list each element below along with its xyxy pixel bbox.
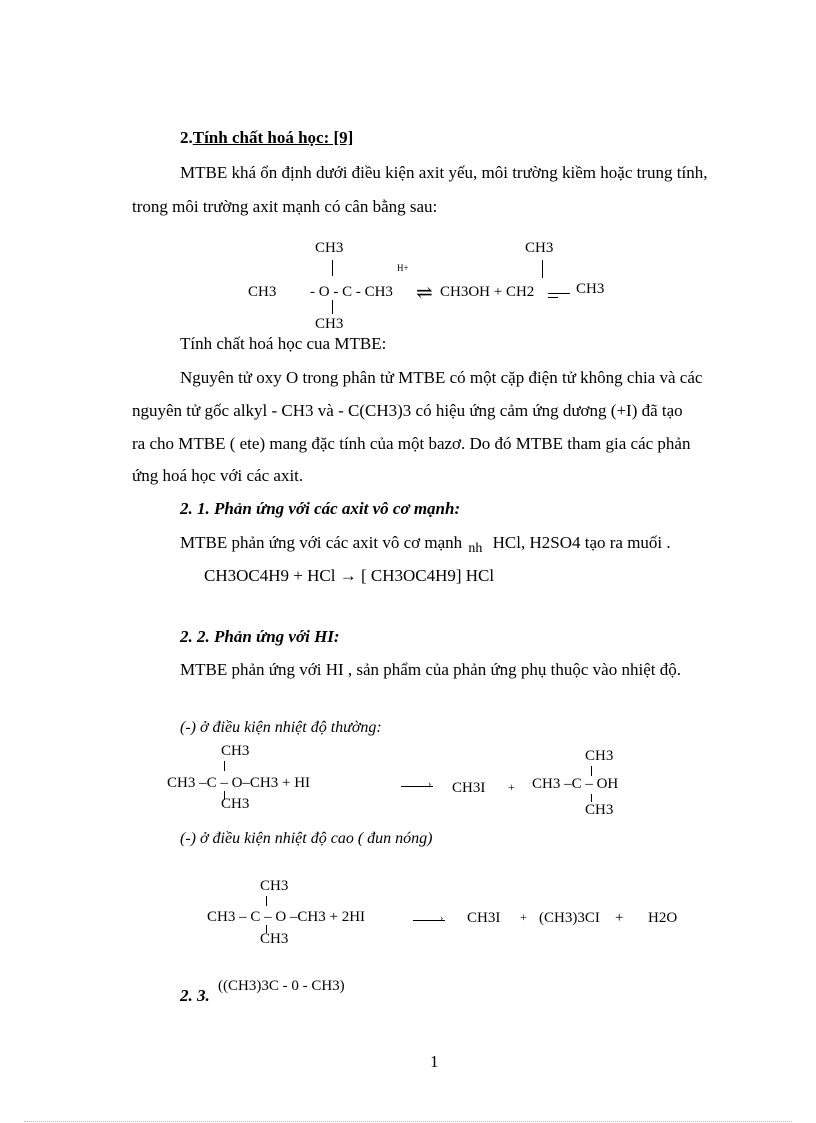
sub21-acids: HCl, H2SO4 tạo ra muối . — [492, 533, 671, 552]
sub23-number: 2. 3. — [180, 986, 210, 1005]
eq2-product-1: CH3I — [452, 780, 486, 796]
sub22-condition-2: (-) ở điều kiện nhiệt độ cao ( đun nóng) — [180, 830, 433, 847]
sub21-text — [180, 533, 671, 556]
eq1-products: CH3OH + CH2 — [440, 284, 535, 300]
eq3-bond-top — [266, 896, 267, 906]
sub23-formula: ((CH3)3C - 0 - CH3) — [218, 978, 345, 994]
sub21-nh: nh — [468, 541, 483, 556]
eq2-top: CH3 — [221, 743, 250, 759]
section-heading — [180, 128, 353, 148]
eq1-equilibrium-arrow: ⇌ — [416, 282, 433, 304]
eq2-bottom: CH3 — [221, 796, 250, 812]
para2: Tính chất hoá học cua MTBE: — [180, 334, 387, 353]
sub21-text-main: MTBE phản ứng với các axit vô cơ mạnh — [180, 533, 463, 552]
para3-line1: Nguyên tử oxy O trong phân tử MTBE có một cặp điện tử không chia và các — [180, 368, 703, 387]
eq1-double-bond-a — [548, 293, 570, 294]
eq3-product-1: CH3I — [467, 910, 501, 926]
eq2-p2-bond-top — [591, 766, 592, 776]
eq2-p2-bond-bottom — [591, 794, 592, 802]
eq1-bond-bottom — [332, 300, 333, 314]
eq2-left: CH3 –C – O–CH3 + HI — [167, 775, 311, 791]
sub21-equation — [204, 566, 494, 586]
para3-line4: ứng hoá học với các axit. — [132, 466, 304, 485]
eq2-product-2: CH3 –C – OH — [532, 776, 619, 792]
sub21-eq-arrow: → — [339, 566, 357, 585]
eq3-plus-2: + — [615, 910, 624, 926]
page-bottom-border — [24, 1121, 792, 1122]
eq3-product-2: (CH3)3CI — [539, 910, 600, 926]
eq1-ch3-left: CH3 — [248, 284, 277, 300]
section-title: Tính chất hoá học: [9] — [192, 128, 354, 147]
section-number: 2. — [180, 128, 193, 147]
eq3-bottom: CH3 — [260, 931, 289, 947]
eq1-bond-top-right — [542, 260, 543, 278]
eq1-ch3-top-right: CH3 — [525, 240, 554, 256]
sub21-eq-left: CH3OC4H9 + HCl — [204, 566, 336, 585]
sub21-heading: 2. 1. Phản ứng với các axit vô cơ mạnh: — [180, 499, 461, 518]
eq2-arrow-head: › — [428, 779, 432, 790]
eq1-ch3-top-left: CH3 — [315, 240, 344, 256]
eq2-product-2-bottom: CH3 — [585, 802, 614, 818]
para1-line1: MTBE khá ổn định dưới điều kiện axit yếu, môi trường kiềm hoặc trung tính, — [180, 163, 708, 182]
page-number: 1 — [430, 1052, 439, 1071]
eq2-plus: + — [508, 780, 515, 794]
para3-line2: nguyên tử gốc alkyl - CH3 và - C(CH3)3 có hiệu ứng cảm ứng dương (+I) đã tạo — [132, 401, 683, 420]
sub21-eq-right: [ CH3OC4H9] HCl — [360, 566, 495, 585]
eq3-arrow-head: › — [440, 913, 444, 924]
eq1-catalyst: H+ — [397, 263, 409, 273]
eq2-product-2-top: CH3 — [585, 748, 614, 764]
para1-line2: trong môi trường axit mạnh có cân bằng sau: — [132, 197, 438, 216]
eq1-double-bond-b — [548, 297, 558, 298]
eq2-bond-top — [224, 761, 225, 771]
sub22-text: MTBE phản ứng với HI , sản phẩm của phản ứng phụ thuộc vào nhiệt độ. — [180, 660, 681, 679]
eq3-plus-1: + — [520, 910, 527, 924]
sub22-heading: 2. 2. Phản ứng với HI: — [180, 627, 340, 646]
eq3-left: CH3 – C – O –CH3 + 2HI — [207, 909, 366, 925]
eq1-ch3-bottom: CH3 — [315, 316, 344, 332]
eq3-top: CH3 — [260, 878, 289, 894]
para3-line3: ra cho MTBE ( ete) mang đặc tính của một bazơ. Do đó MTBE tham gia các phản — [132, 434, 691, 453]
eq1-bond-top — [332, 260, 333, 276]
eq1-ch3-right: CH3 — [576, 281, 605, 297]
sub22-condition-1: (-) ở điều kiện nhiệt độ thường: — [180, 719, 382, 736]
eq1-middle: - O - C - CH3 — [310, 284, 393, 300]
eq3-product-3: H2O — [648, 910, 678, 926]
